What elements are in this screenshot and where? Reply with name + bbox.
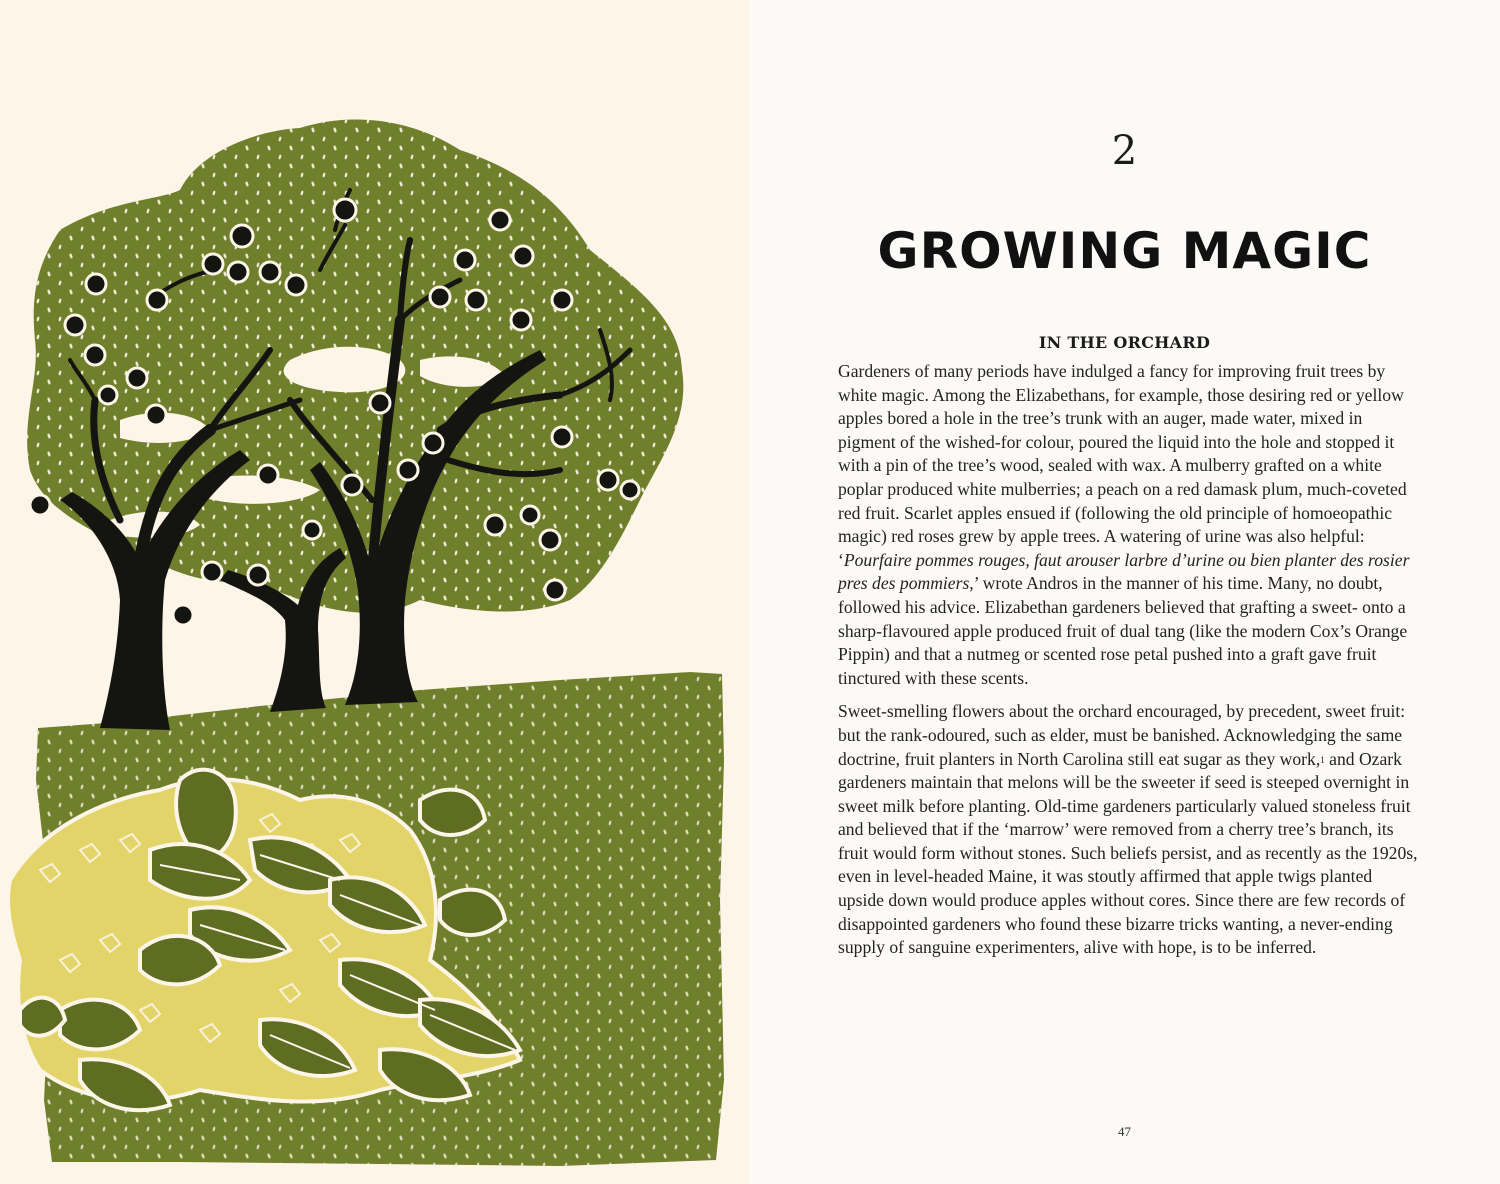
paragraph-text: and Ozark gardeners maintain that melons will be the sweeter if seed is steeped overnight in sweet milk before planting. Old-time gardeners particularly valued stoneless fruit and believed that if the ‘marrow’ were removed from a cherry tree’s branch, its fruit would form without stones. Such beliefs persist, and as recently as the 1920s, even in level-headed Maine, it was stoutly affirmed that apple twigs planted upside down would produce apples without cores. Since there are few records of disappointed gardeners who found these bizarre tricks wanting, a never-ending supply of sanguine experimenters, alive with hope, is to be inferred.: [838, 748, 1418, 958]
paragraph-text: ,’ wrote Andros in the manner of his time. Many, no doubt, followed his advice. Elizabethan gardeners believed that grafting a sweet- onto a sharp-flavoured apple produced fruit of dual tang (like the modern Cox’s Orange Pippin) and that a nutmeg or scented rose petal pushed into a graft gave fruit tinctured with these scents.: [838, 573, 1408, 688]
body-text: [838, 360, 1420, 960]
section-heading: IN THE ORCHARD: [1038, 333, 1211, 352]
paragraph-text: Gardeners of many periods have indulged a fancy for improving fruit trees by white magic. Among the Elizabethans, for example, those desiring red or yellow apples bored a hole in the tree’s trunk with an auger, made water, mixed in pigment of the wished-for colour, poured the liquid into the hole and stopped it with a pin of the tree’s wood, sealed with wax. A mulberry grafted on a white poplar produced white mulberries; a peach on a red damask plum, much-coveted red fruit. Scarlet apples ensued if (following the old principle of homoeopathic magic) red roses grew by apple trees. A watering of urine was also helpful: ‘: [838, 361, 1407, 570]
illustration-page: [0, 0, 749, 1184]
chapter-number: 2: [1111, 128, 1138, 174]
paragraph: [838, 360, 1420, 690]
text-page: [749, 0, 1500, 1184]
paragraph-text: Sweet-smelling flowers about the orchard encouraged, by precedent, sweet fruit: but the rank-odoured, such as elder, must be banished. Acknowledging the same doctrine, fruit planters in North Carolina still eat sugar as they work,: [838, 701, 1406, 769]
page-number: 47: [1118, 1124, 1131, 1139]
footnote-marker: 1: [1320, 754, 1325, 765]
french-quote: Pourfaire pommes rouges, faut arouser larbre d’urine ou bien planter des rosier pres des pommiers: [838, 549, 1410, 594]
chapter-title: GROWING MAGIC: [877, 222, 1372, 280]
orchard-linocut-illustration: [0, 0, 749, 1184]
paragraph: [838, 700, 1420, 960]
